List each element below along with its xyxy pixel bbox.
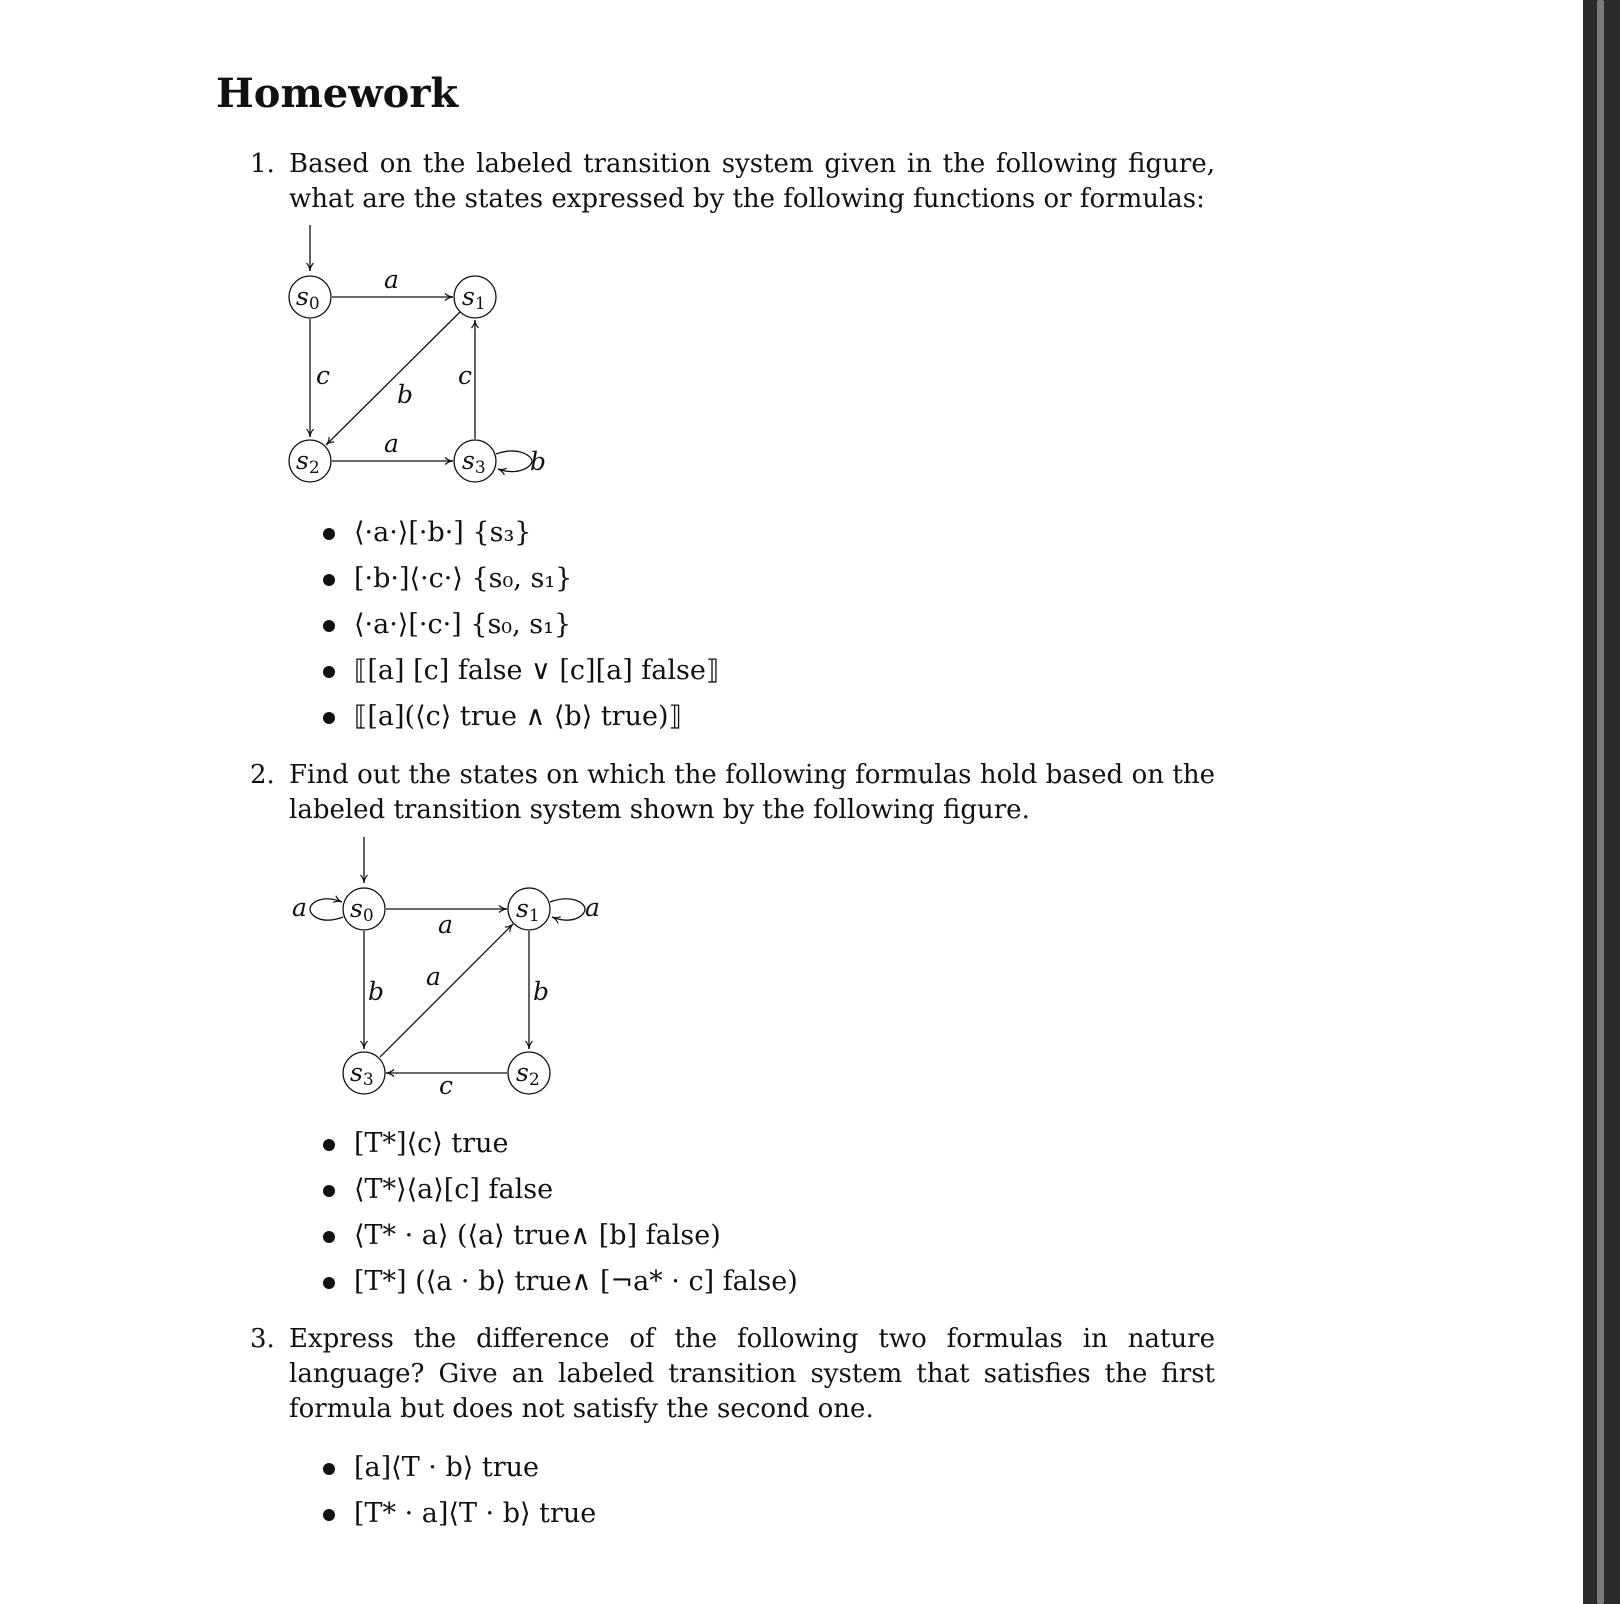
formula-list-2 [320,1125,798,1309]
problem-1 [250,147,1215,217]
list-item: ⟨T* · a⟩ (⟨a⟩ true∧ [b] false) [320,1217,798,1263]
problem-number: 2. [250,760,275,790]
state-label-s3: s3 [350,1058,374,1090]
state-label-s0: s0 [350,894,374,926]
state-label-s3: s3 [462,446,486,478]
edge-label-a: a [585,893,600,922]
state-label-s1: s1 [462,282,486,314]
problem-number: 3. [250,1324,275,1354]
edge-label-c: c [439,1071,454,1100]
list-item: [T*]⟨c⟩ true [320,1125,798,1171]
bullet-icon [323,574,335,586]
edge-s1-s2 [326,312,460,445]
edge-label-b: b [397,380,414,409]
edge-label-c: c [316,361,331,390]
state-label-s2: s2 [296,446,320,478]
self-loop-s0 [310,899,343,920]
edge-label-b: b [368,977,385,1006]
edge-label-b: b [533,977,550,1006]
bullet-icon [323,666,335,678]
state-label-s0: s0 [296,282,320,314]
bullet-icon [323,1463,335,1475]
self-loop-s1 [550,899,585,920]
list-item: ⟨T*⟩⟨a⟩[c] false [320,1171,798,1217]
list-item: ⟦[a] [c] false ∨ [c][a] false⟧ [320,652,719,698]
state-label-s1: s1 [516,894,540,926]
list-item: [T* · a]⟨T · b⟩ true [320,1495,596,1541]
transition-system-figure-1 [270,220,570,495]
edge-label-a: a [426,962,441,991]
problem-number: 1. [250,149,275,179]
problem-text: Based on the labeled transition system given in the following figure, what are the states expressed by the following functions or formulas: [289,149,1215,214]
bullet-icon [323,528,335,540]
problem-text: Find out the states on which the following formulas hold based on the labeled transition system shown by the following figure. [289,760,1215,825]
list-item: [a]⟨T · b⟩ true [320,1449,596,1495]
page-title: Homework [216,70,459,117]
transition-system-figure-2 [280,832,620,1107]
scrollbar-thumb[interactable] [1597,0,1604,1604]
formula-list-3 [320,1449,596,1541]
problem-2 [250,758,1215,828]
bullet-icon [323,712,335,724]
formula-list-1 [320,514,719,744]
edge-label-a: a [292,893,307,922]
bullet-icon [323,620,335,632]
list-item: ⟦[a](⟨c⟩ true ∧ ⟨b⟩ true)⟧ [320,698,719,744]
edge-label-c: c [458,361,473,390]
bullet-icon [323,1509,335,1521]
edge-label-b: b [530,447,547,476]
edge-label-a: a [438,910,453,939]
bullet-icon [323,1277,335,1289]
edge-label-a: a [384,429,399,458]
list-item: [·b·]⟨·c·⟩ {s₀, s₁} [320,560,719,606]
edge-label-a: a [384,265,399,294]
self-loop-s3 [496,451,532,472]
list-item: [T*] (⟨a · b⟩ true∧ [¬a* · c] false) [320,1263,798,1309]
bullet-icon [323,1231,335,1243]
bullet-icon [323,1185,335,1197]
problem-text: Express the difference of the following two formulas in nature language? Give an labeled transition system that satisfies the first formula but does not satisfy the second one. [289,1324,1215,1424]
state-label-s2: s2 [516,1058,540,1090]
problem-3 [250,1322,1215,1427]
list-item: ⟨·a·⟩[·c·] {s₀, s₁} [320,606,719,652]
bullet-icon [323,1139,335,1151]
scrollbar[interactable] [1583,0,1620,1604]
list-item: ⟨·a·⟩[·b·] {s₃} [320,514,719,560]
edge-s3-s1 [380,924,513,1057]
